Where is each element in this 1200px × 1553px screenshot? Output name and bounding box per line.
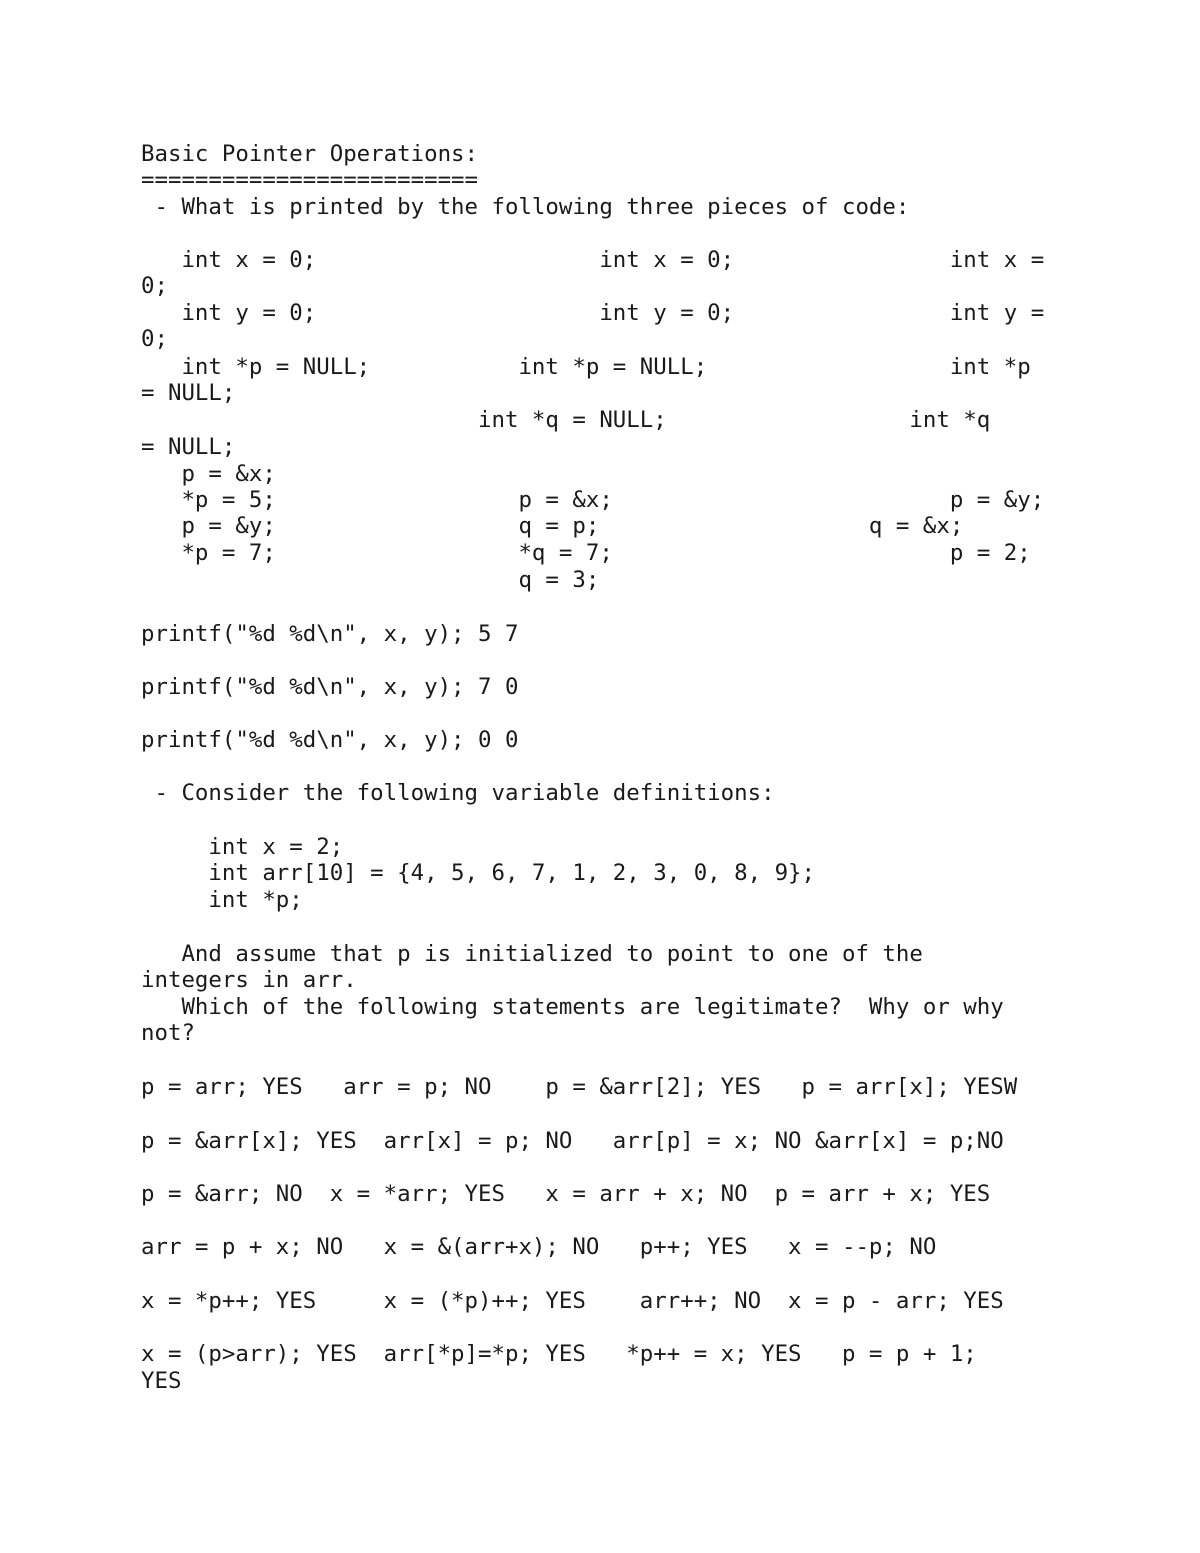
heading-underline: ========================= — [141, 167, 479, 193]
answer-row: p = &arr[x]; YES arr[x] = p; NO arr[p] = x; NO &arr[x] = p;NO — [141, 1128, 1004, 1154]
code-line: q = 3; — [141, 567, 600, 593]
code-line: = NULL; — [141, 434, 236, 460]
code-line: p = &x; — [141, 461, 276, 487]
question-2-text: integers in arr. — [141, 967, 357, 993]
definition-line: int x = 2; — [141, 834, 344, 860]
code-line: int y = 0; int y = 0; int y = — [141, 300, 1045, 326]
code-line: = NULL; — [141, 380, 236, 406]
answer-row: x = *p++; YES x = (*p)++; YES arr++; NO x = p - arr; YES — [141, 1288, 1004, 1314]
code-line: 0; — [141, 326, 168, 352]
question-2-text: And assume that p is initialized to point to one of the — [141, 941, 923, 967]
printf-answer-3: printf("%d %d\n", x, y); 0 0 — [141, 727, 519, 753]
answer-row: x = (p>arr); YES arr[*p]=*p; YES *p++ = x; YES p = p + 1; — [141, 1341, 977, 1367]
question-2-text: not? — [141, 1020, 195, 1046]
code-line: p = &y; q = p; q = &x; — [141, 513, 964, 539]
definition-line: int arr[10] = {4, 5, 6, 7, 1, 2, 3, 0, 8, 9}; — [141, 860, 816, 886]
code-line: *p = 5; p = &x; p = &y; — [141, 487, 1045, 513]
answer-row: p = arr; YES arr = p; NO p = &arr[2]; YES p = arr[x]; YESW — [141, 1074, 1018, 1100]
printf-answer-2: printf("%d %d\n", x, y); 7 0 — [141, 674, 519, 700]
printf-answer-1: printf("%d %d\n", x, y); 5 7 — [141, 621, 519, 647]
question-1-prompt: - What is printed by the following three pieces of code: — [141, 194, 910, 220]
code-line: int *p = NULL; int *p = NULL; int *p — [141, 354, 1031, 380]
heading-title: Basic Pointer Operations: — [141, 141, 479, 167]
code-line: 0; — [141, 273, 168, 299]
question-2-text: Which of the following statements are legitimate? Why or why — [141, 994, 1004, 1020]
answer-row: p = &arr; NO x = *arr; YES x = arr + x; NO p = arr + x; YES — [141, 1181, 991, 1207]
code-line: *p = 7; *q = 7; p = 2; — [141, 540, 1031, 566]
answer-row: arr = p + x; NO x = &(arr+x); NO p++; YES x = --p; NO — [141, 1234, 937, 1260]
code-line: int *q = NULL; int *q — [141, 407, 991, 433]
code-line: int x = 0; int x = 0; int x = — [141, 247, 1045, 273]
answer-row: YES — [141, 1368, 182, 1394]
question-2-prompt: - Consider the following variable definitions: — [141, 780, 775, 806]
definition-line: int *p; — [141, 887, 303, 913]
